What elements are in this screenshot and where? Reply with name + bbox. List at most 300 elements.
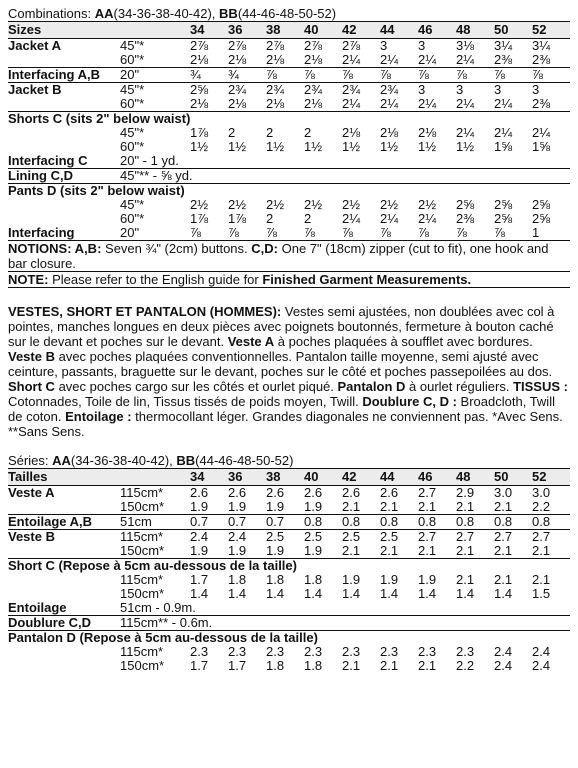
description-run: thermocollant léger. Grandes diagonales ne conviennent pas. *Avec Sens. **Sans Sens.: [8, 409, 563, 439]
garment-name: Interfacing A,B: [8, 68, 120, 83]
yardage-value: 1.9: [266, 543, 285, 558]
yardage-row: [8, 112, 570, 127]
yardage-value: ¾: [190, 68, 228, 83]
yardage-value: 1.9: [228, 543, 247, 558]
yardage-value: 1½: [380, 139, 399, 154]
yardage-value: 0.8: [532, 515, 570, 530]
note-text: NOTE: Please refer to the English guide for Finished Garment Measurements.: [8, 271, 570, 288]
size-header-cell: 36: [228, 22, 266, 39]
yardage-value: 2½: [342, 197, 361, 212]
yardage-row: [8, 530, 570, 545]
fabric-width: 45"*: [120, 197, 145, 212]
yardage-value: 2⅛: [342, 125, 361, 140]
yardage-value: 1.4: [494, 586, 513, 601]
garment-name: [8, 212, 120, 226]
yardage-value: 2½: [418, 197, 437, 212]
yardage-value: 2.3: [266, 644, 285, 659]
description-run: Broadcloth, Twill de coton.: [8, 394, 555, 424]
yardage-value: 2.6: [190, 486, 228, 501]
fabric-width: 45"*: [120, 125, 145, 140]
yardage-value: 2⅛: [190, 52, 209, 67]
yardage-value: 1.4: [380, 586, 399, 601]
yardage-value: 2⅞: [228, 39, 266, 54]
yardage-value: 1.4: [342, 586, 361, 601]
yardage-value: 2⅜: [494, 52, 513, 67]
yardage-value: ⅞: [342, 68, 380, 83]
yardage-value: 2⅛: [304, 52, 323, 67]
yardage-value: 1: [532, 225, 540, 240]
yardage-value: ⅞: [494, 68, 532, 83]
fabric-width: 60"*: [120, 139, 145, 154]
fabric-width: 115cm*: [120, 486, 190, 501]
yardage-value: 2¼: [380, 211, 399, 226]
yardage-value: 2¼: [418, 96, 437, 111]
yardage-table-french: [8, 468, 570, 673]
yardage-value: 2⅝: [456, 197, 475, 212]
yardage-value: 1.9: [418, 572, 437, 587]
garment-name: [8, 126, 120, 140]
garment-name: [8, 140, 120, 154]
yardage-value: 1.7: [190, 572, 209, 587]
size-header-cell: 42: [342, 469, 380, 486]
yardage-value: 2.1: [342, 543, 361, 558]
yardage-value: 2: [304, 211, 312, 226]
garment-name: Veste B: [8, 530, 120, 545]
yardage-value: 0.8: [380, 515, 418, 530]
yardage-value: 2.6: [266, 486, 304, 501]
garment-name: Doublure C,D: [8, 616, 120, 631]
yardage-row: [8, 659, 570, 673]
yardage-row: [8, 631, 570, 646]
fabric-width: 115cm*: [120, 572, 164, 587]
garment-name: Jacket B: [8, 83, 120, 98]
yardage-value: 2.7: [418, 530, 456, 545]
yardage-value: 2¼: [456, 96, 475, 111]
yardage-value: 2⅛: [266, 52, 285, 67]
size-header-cell: 40: [304, 469, 342, 486]
yardage-value: 1.4: [228, 586, 247, 601]
garment-name: [8, 198, 120, 212]
yardage-value: 1½: [266, 139, 285, 154]
size-header-cell: 34: [190, 469, 228, 486]
yardage-row: [8, 97, 570, 112]
yardage-value: 2.3: [190, 644, 209, 659]
yardage-value: 1.9: [190, 543, 209, 558]
french-description: [8, 304, 570, 439]
description-run: VESTES, SHORT ET PANTALON (HOMMES):: [8, 304, 282, 319]
yardage-value: 1.9: [304, 543, 323, 558]
yardage-value: 1⅝: [494, 139, 513, 154]
yardage-value: 2.7: [494, 530, 532, 545]
fabric-width: 20": [120, 225, 140, 240]
yardage-value: 3¼: [532, 39, 570, 54]
size-header-cell: 48: [456, 22, 494, 39]
size-header-cell: 38: [266, 469, 304, 486]
yardage-row: [8, 83, 570, 98]
yardage-value: 1⅞: [190, 211, 209, 226]
yardage-value: 2⅜: [532, 52, 551, 67]
yardage-value: 2⅞: [304, 39, 342, 54]
yardage-value: 2.4: [228, 530, 266, 545]
garment-name: [8, 97, 120, 112]
yardage-value: 1½: [418, 139, 437, 154]
yardage-value: 2⅝: [494, 197, 513, 212]
size-header-cell: 38: [266, 22, 304, 39]
yardage-value: 3: [418, 83, 456, 98]
garment-name: Pantalon D (Repose à 5cm au-dessous de la taille): [8, 631, 570, 646]
description-run: Doublure C, D :: [362, 394, 457, 409]
yardage-value: 2: [304, 125, 312, 140]
yardage-value: 1½: [456, 139, 475, 154]
yardage-value: ⅞: [228, 225, 239, 240]
garment-name: Short C (Repose à 5cm au-dessous de la taille): [8, 559, 570, 574]
yardage-row: [8, 559, 570, 574]
garment-name: Entoilage: [8, 600, 67, 615]
yardage-value: 1.8: [228, 572, 247, 587]
yardage-value: 2.6: [380, 486, 418, 501]
pattern-envelope-back: [8, 6, 570, 673]
yardage-value: ⅞: [418, 68, 456, 83]
yardage-value: 2.3: [380, 644, 399, 659]
fabric-width: 150cm*: [120, 543, 165, 558]
description-run: Entoilage :: [65, 409, 132, 424]
description-run: Cotonnades, Toile de lin, Tissus tissés de poids moyen, Twill.: [8, 394, 363, 409]
yardage-value: 3: [494, 83, 532, 98]
yardage-value: 1⅞: [228, 211, 247, 226]
yardage-value: 2½: [304, 197, 323, 212]
description-run: avec poches plaquées conventionnelles. Pantalon taille moyenne, semi ajusté avec ceinture, passants, braguette sur le devant, poches sur le côté et poches passepoilées au dos.: [8, 349, 553, 379]
yardage-value: 3: [418, 39, 456, 54]
yardage-value: ⅞: [266, 68, 304, 83]
yardage-value: ⅞: [380, 68, 418, 83]
yardage-value: ⅞: [380, 225, 391, 240]
yardage-value: 2¼: [380, 96, 399, 111]
size-header-label: Tailles: [8, 469, 190, 486]
size-header-cell: 50: [494, 469, 532, 486]
yardage-value: 2.7: [418, 486, 456, 501]
size-header-cell: 42: [342, 22, 380, 39]
description-run: Veste A: [227, 334, 275, 349]
yardage-value: 2¼: [494, 125, 513, 140]
fabric-width: 150cm*: [120, 658, 165, 673]
yardage-value: 1.9: [190, 499, 209, 514]
yardage-value: 1½: [304, 139, 323, 154]
yardage-value: 2.1: [342, 499, 361, 514]
yardage-value: 0.8: [456, 515, 494, 530]
yardage-value: 2.6: [304, 486, 342, 501]
yardage-row: [8, 169, 570, 184]
yardage-value: 1.9: [342, 572, 361, 587]
yardage-value: 2.1: [532, 572, 551, 587]
yardage-value: 2.1: [380, 499, 399, 514]
yardage-value: 2.1: [380, 543, 399, 558]
garment-name: Interfacing C: [8, 153, 88, 168]
yardage-row: [8, 616, 570, 631]
yardage-value: 2: [266, 125, 274, 140]
yardage-value: 2½: [190, 197, 209, 212]
garment-name: [8, 645, 120, 659]
fabric-width: 150cm*: [120, 586, 165, 601]
yardage-row: [8, 544, 570, 559]
size-header-cell: 40: [304, 22, 342, 39]
size-header-cell: 46: [418, 22, 456, 39]
yardage-value: 2½: [380, 197, 399, 212]
yardage-value: 2.4: [532, 658, 551, 673]
yardage-value: 1.4: [456, 586, 475, 601]
yardage-value: 2.7: [456, 530, 494, 545]
yardage-value: 1.7: [190, 658, 209, 673]
yardage-value: 3¼: [494, 39, 532, 54]
size-header-cell: 52: [532, 469, 570, 486]
yardage-row: [8, 226, 570, 240]
yardage-value: 2.5: [380, 530, 418, 545]
yardage-value: 2¼: [456, 52, 475, 67]
yardage-value: 1⅞: [190, 125, 209, 140]
yardage-value: 1.8: [304, 658, 323, 673]
yardage-value: 2.6: [228, 486, 266, 501]
yardage-value: 1.9: [228, 499, 247, 514]
yardage-value: 2.1: [418, 543, 437, 558]
yardage-value: ⅞: [190, 225, 201, 240]
fabric-width: 20" - 1 yd.: [120, 153, 179, 168]
yardage-value: ⅞: [418, 225, 429, 240]
yardage-row: [8, 184, 570, 199]
yardage-value: 2.1: [494, 543, 513, 558]
yardage-value: 3.0: [494, 486, 532, 501]
description-run: à poches plaquées à soufflet avec bordures.: [274, 334, 533, 349]
yardage-value: 1.4: [266, 586, 285, 601]
yardage-value: 0.8: [342, 515, 380, 530]
yardage-value: 2.1: [494, 572, 513, 587]
fabric-width: 45"** - ⅝ yd.: [120, 169, 570, 184]
yardage-value: 1.4: [418, 586, 437, 601]
garment-name: Jacket A: [8, 39, 120, 54]
yardage-value: 1.4: [304, 586, 323, 601]
yardage-value: 2.1: [456, 543, 475, 558]
fabric-width: 60"*: [120, 52, 145, 67]
yardage-value: 1.5: [532, 586, 551, 601]
yardage-row: [8, 39, 570, 54]
yardage-value: 2.6: [342, 486, 380, 501]
yardage-value: ⅞: [304, 68, 342, 83]
yardage-value: 2⅜: [532, 96, 551, 111]
yardage-value: 2.1: [418, 499, 437, 514]
series-line: Séries: AA(34-36-38-40-42), BB(44-46-48-50-52): [8, 453, 294, 468]
yardage-value: 2⅞: [190, 39, 228, 54]
yardage-value: 2.1: [418, 658, 437, 673]
yardage-value: ⅞: [266, 225, 277, 240]
garment-name: [8, 500, 120, 515]
yardage-value: 2⅞: [266, 39, 304, 54]
yardage-value: 2⅝: [494, 211, 513, 226]
garment-name: [8, 573, 120, 587]
yardage-value: 2⅝: [532, 211, 551, 226]
yardage-value: 2.4: [532, 644, 551, 659]
fabric-width: 150cm*: [120, 499, 165, 514]
notions-text: NOTIONS: A,B: Seven ¾" (2cm) buttons. C,D: One 7" (18cm) zipper (cut to fit), one hook and bar closure.: [8, 240, 570, 271]
garment-name: Lining C,D: [8, 169, 120, 184]
yardage-value: 2⅛: [228, 52, 247, 67]
yardage-value: 2⅛: [304, 96, 323, 111]
description-run: Short C: [8, 379, 55, 394]
fabric-width: 51cm: [120, 515, 190, 530]
combinations-line: Combinations: AA(34-36-38-40-42), BB(44-46-48-50-52): [8, 6, 337, 21]
yardage-value: 2½: [266, 197, 285, 212]
description-run: Veste B: [8, 349, 55, 364]
yardage-value: 3: [532, 83, 570, 98]
size-header-cell: 34: [190, 22, 228, 39]
yardage-value: 2⅝: [532, 197, 551, 212]
fabric-width: 60"*: [120, 96, 145, 111]
yardage-value: 2⅞: [342, 39, 380, 54]
size-header-label: Sizes: [8, 22, 190, 39]
yardage-value: 3: [456, 83, 494, 98]
yardage-value: 1.8: [266, 658, 285, 673]
garment-name: Entoilage A,B: [8, 515, 120, 530]
yardage-value: 0.8: [304, 515, 342, 530]
garment-name: Pants D (sits 2" below waist): [8, 184, 570, 199]
yardage-value: 2⅛: [190, 96, 209, 111]
garment-name: Veste A: [8, 486, 120, 501]
fabric-width: 45"*: [120, 83, 190, 98]
yardage-value: 2¼: [418, 211, 437, 226]
yardage-value: 2.5: [266, 530, 304, 545]
yardage-value: 2⅛: [380, 125, 399, 140]
yardage-value: 3⅛: [456, 39, 494, 54]
yardage-value: 2¼: [342, 52, 361, 67]
yardage-value: 2¾: [380, 83, 418, 98]
description-run: Vestes semi ajustées, non doublées avec col à pointes, manches longues en deux pièces avec poignets boutonnés, fermeture à bouton caché sur le devant et poches sur le devant.: [8, 304, 555, 349]
yardage-value: 2¾: [228, 83, 266, 98]
yardage-value: 2¼: [494, 96, 513, 111]
size-header-cell: 52: [532, 22, 570, 39]
yardage-value: 1½: [342, 139, 361, 154]
yardage-row: [8, 645, 570, 659]
yardage-value: ⅞: [304, 225, 315, 240]
fabric-width: 20": [120, 68, 190, 83]
yardage-value: 2¼: [456, 125, 475, 140]
fabric-width: 45"*: [120, 39, 190, 54]
yardage-value: 2.5: [304, 530, 342, 545]
size-header-cell: 36: [228, 469, 266, 486]
yardage-row: [8, 140, 570, 154]
yardage-row: [8, 198, 570, 212]
yardage-value: 3.0: [532, 486, 570, 501]
garment-name: [8, 544, 120, 559]
garment-name: [8, 53, 120, 68]
yardage-value: 2.2: [456, 658, 475, 673]
yardage-value: 2.3: [418, 644, 437, 659]
yardage-value: 2.1: [342, 658, 361, 673]
fabric-width: 51cm - 0.9m.: [120, 600, 196, 615]
yardage-value: 2.7: [532, 530, 570, 545]
yardage-value: 2¾: [342, 83, 380, 98]
size-header-row: [8, 22, 570, 39]
yardage-table-english: [8, 21, 570, 240]
yardage-value: 3: [380, 39, 418, 54]
yardage-value: 2.1: [380, 658, 399, 673]
yardage-value: 2¼: [342, 211, 361, 226]
yardage-value: 1⅝: [532, 139, 551, 154]
yardage-value: 2.5: [342, 530, 380, 545]
yardage-value: 2.2: [532, 499, 551, 514]
yardage-value: 2.3: [456, 644, 475, 659]
fabric-width: 60"*: [120, 211, 145, 226]
garment-name: [8, 587, 120, 601]
yardage-value: ⅞: [456, 68, 494, 83]
size-header-cell: 44: [380, 22, 418, 39]
yardage-value: 2.3: [342, 644, 361, 659]
description-run: avec poches cargo sur les côtés et ourlet piqué.: [54, 379, 338, 394]
yardage-value: 1.9: [304, 499, 323, 514]
size-header-row: [8, 469, 570, 486]
yardage-value: 2¾: [266, 83, 304, 98]
yardage-row: [8, 601, 570, 616]
yardage-value: 1.9: [380, 572, 399, 587]
fabric-width: 115cm*: [120, 530, 190, 545]
yardage-value: 0.7: [228, 515, 266, 530]
garment-name: Shorts C (sits 2" below waist): [8, 112, 570, 127]
size-header-cell: 50: [494, 22, 532, 39]
description-run: Pantalon D: [337, 379, 406, 394]
yardage-row: [8, 126, 570, 140]
yardage-value: ⅞: [456, 225, 467, 240]
yardage-value: 2.1: [494, 499, 513, 514]
yardage-value: 2⅝: [190, 83, 228, 98]
yardage-value: 2.3: [228, 644, 247, 659]
yardage-value: ⅞: [494, 225, 505, 240]
yardage-value: ⅞: [342, 225, 353, 240]
yardage-value: 2.1: [456, 572, 475, 587]
yardage-value: 2¼: [342, 96, 361, 111]
yardage-value: ⅞: [532, 68, 570, 83]
yardage-value: 1.8: [304, 572, 323, 587]
yardage-value: 2½: [228, 197, 247, 212]
yardage-value: 2¾: [304, 83, 342, 98]
yardage-value: 2¼: [380, 52, 399, 67]
fabric-width: 115cm*: [120, 644, 164, 659]
size-header-cell: 44: [380, 469, 418, 486]
yardage-value: 2⅛: [418, 125, 437, 140]
fabric-width: 115cm** - 0.6m.: [120, 616, 570, 631]
yardage-value: 2.1: [532, 543, 551, 558]
yardage-value: 2⅛: [266, 96, 285, 111]
yardage-value: 2⅜: [456, 211, 475, 226]
yardage-value: 2: [228, 125, 236, 140]
yardage-value: 1.4: [190, 586, 209, 601]
yardage-row: [8, 68, 570, 83]
yardage-value: 0.7: [190, 515, 228, 530]
yardage-row: [8, 154, 570, 169]
yardage-value: 2.4: [494, 658, 513, 673]
yardage-value: 1.9: [266, 499, 285, 514]
yardage-row: [8, 573, 570, 587]
garment-name: [8, 659, 120, 673]
yardage-value: 0.8: [494, 515, 532, 530]
yardage-row: [8, 515, 570, 530]
description-run: TISSUS :: [513, 379, 568, 394]
yardage-value: 2⅛: [228, 96, 247, 111]
yardage-row: [8, 486, 570, 501]
yardage-value: 2.3: [304, 644, 323, 659]
size-header-cell: 46: [418, 469, 456, 486]
yardage-value: 0.7: [266, 515, 304, 530]
yardage-value: 2¼: [418, 52, 437, 67]
yardage-value: 1½: [228, 139, 247, 154]
yardage-value: 2.1: [456, 499, 475, 514]
description-run: à ourlet réguliers.: [405, 379, 514, 394]
yardage-row: [8, 212, 570, 226]
